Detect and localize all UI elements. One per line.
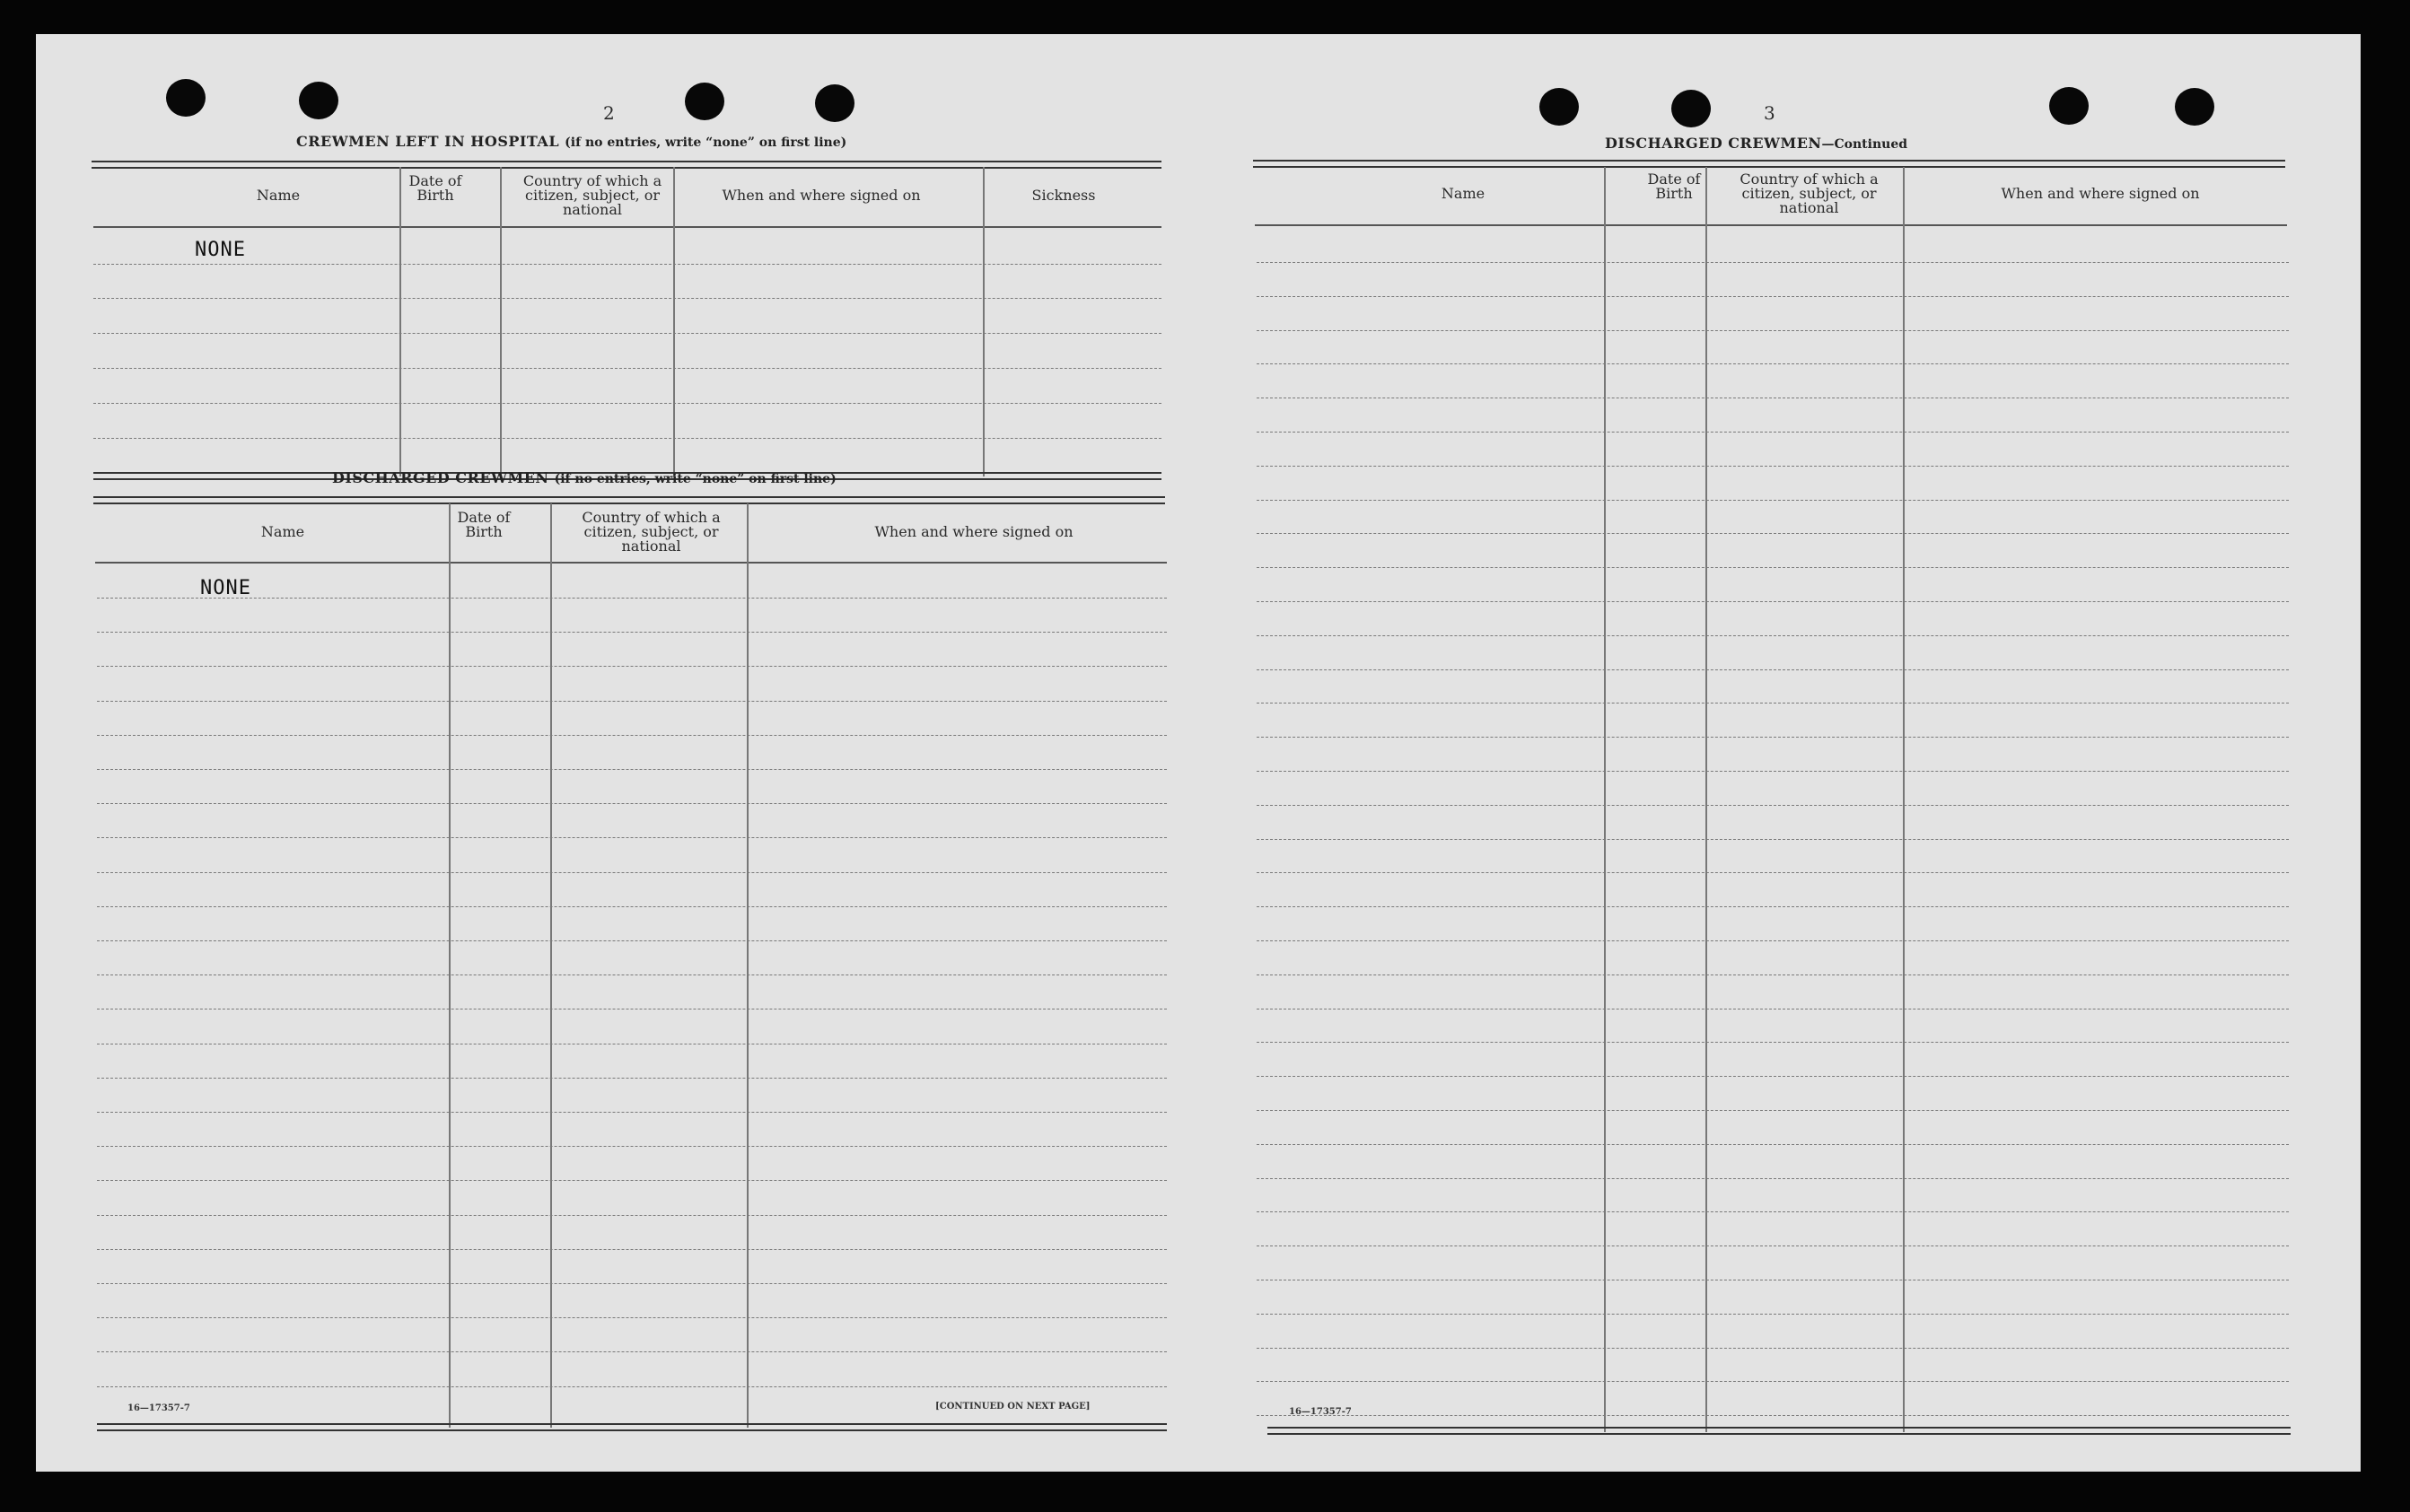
row-rule-line [1257, 1178, 2289, 1179]
hospital-row-line [93, 264, 1161, 265]
row-rule-line [97, 837, 1167, 838]
punch-hole [299, 82, 338, 119]
row-rule-line [1257, 771, 2289, 772]
row-rule-line [1257, 330, 2289, 331]
row-rule-line [97, 769, 1167, 770]
right-section-title: DISCHARGED CREWMEN [1605, 135, 1822, 152]
right-col-country: Country of which a citizen, subject, or national [1740, 170, 1879, 216]
right-table-bottom-rule [1267, 1427, 2291, 1435]
right-table-top-rule [1253, 160, 2285, 168]
discharged-col-divider [449, 503, 451, 1428]
hospital-section-title: CREWMEN LEFT IN HOSPITAL [296, 133, 560, 150]
row-rule-line [97, 735, 1167, 736]
discharged-col-date-of-birth: Date of Birth [457, 509, 511, 540]
punch-hole [815, 84, 854, 122]
row-rule-line [97, 1146, 1167, 1147]
discharged-section-heading [332, 469, 837, 486]
hospital-col-name: Name [256, 187, 301, 204]
row-rule-line [1257, 296, 2289, 297]
right-section-heading [1605, 135, 1907, 152]
row-rule-line [1257, 1348, 2289, 1349]
row-rule-line [1257, 635, 2289, 636]
row-rule-line [97, 906, 1167, 907]
hospital-col-sickness: Sickness [1031, 187, 1096, 204]
punch-hole [166, 79, 206, 117]
left-page-number: 2 [603, 102, 615, 124]
hospital-col-divider [500, 167, 502, 476]
right-col-divider [1903, 167, 1905, 1432]
punch-hole [2049, 87, 2089, 125]
row-rule-line [97, 1112, 1167, 1113]
row-rule-line [97, 632, 1167, 633]
row-rule-line [97, 1249, 1167, 1250]
row-rule-line [97, 872, 1167, 873]
row-rule-line [97, 1215, 1167, 1216]
hospital-header-rule [93, 226, 1161, 228]
row-rule-line [1257, 669, 2289, 670]
punch-hole [1671, 90, 1711, 127]
row-rule-line [1257, 363, 2289, 364]
punch-hole [1539, 88, 1579, 126]
hospital-row-line [93, 368, 1161, 369]
discharged-header-rule [95, 562, 1167, 564]
row-rule-line [1257, 839, 2289, 840]
discharged-entry-none: NONE [200, 577, 251, 599]
hospital-entry-none: NONE [195, 239, 246, 261]
hospital-col-divider [673, 167, 675, 476]
discharged-col-name: Name [260, 523, 305, 540]
hospital-section-heading [296, 133, 846, 150]
punch-hole [2175, 88, 2214, 126]
row-rule-line [1257, 872, 2289, 873]
row-rule-line [1257, 1245, 2289, 1246]
discharged-section-note: (if no entries, write “none” on first line) [554, 472, 837, 486]
row-rule-line [1257, 466, 2289, 467]
punch-hole [685, 83, 724, 120]
discharged-col-divider [747, 503, 749, 1428]
left-form-number: 16—17357-7 [127, 1403, 190, 1413]
discharged-table-bottom-rule [97, 1423, 1167, 1431]
hospital-table-top-rule [92, 161, 1161, 169]
row-rule-line [97, 803, 1167, 804]
row-rule-line [97, 598, 1167, 599]
right-col-divider [1705, 167, 1707, 1432]
row-rule-line [97, 1078, 1167, 1079]
row-rule-line [1257, 1415, 2289, 1416]
hospital-col-divider [983, 167, 985, 476]
row-rule-line [97, 701, 1167, 702]
row-rule-line [1257, 567, 2289, 568]
document-sheet [36, 34, 2361, 1472]
hospital-col-date-of-birth: Date of Birth [408, 172, 462, 204]
row-rule-line [1257, 432, 2289, 433]
discharged-section-title: DISCHARGED CREWMEN [332, 469, 549, 486]
hospital-col-divider [399, 167, 401, 476]
right-col-divider [1604, 167, 1606, 1432]
row-rule-line [97, 1180, 1167, 1181]
row-rule-line [97, 1317, 1167, 1318]
row-rule-line [1257, 906, 2289, 907]
row-rule-line [1257, 1144, 2289, 1145]
row-rule-line [97, 974, 1167, 975]
row-rule-line [1257, 601, 2289, 602]
right-col-name: Name [1441, 185, 1485, 202]
row-rule-line [97, 1283, 1167, 1284]
row-rule-line [1257, 262, 2289, 263]
right-page-number: 3 [1764, 102, 1775, 124]
hospital-row-line [93, 403, 1161, 404]
row-rule-line [1257, 1076, 2289, 1077]
right-form-number: 16—17357-7 [1289, 1407, 1352, 1417]
row-rule-line [1257, 737, 2289, 738]
hospital-row-line [93, 333, 1161, 334]
row-rule-line [1257, 1381, 2289, 1382]
row-rule-line [97, 1351, 1167, 1352]
row-rule-line [1257, 533, 2289, 534]
discharged-col-when-where: When and where signed on [874, 523, 1074, 540]
hospital-row-line [93, 438, 1161, 439]
row-rule-line [1257, 1110, 2289, 1111]
discharged-table-top-rule [93, 496, 1165, 504]
hospital-section-note: (if no entries, write “none” on first line) [565, 135, 847, 150]
row-rule-line [1257, 500, 2289, 501]
row-rule-line [1257, 1211, 2289, 1212]
hospital-col-when-where: When and where signed on [722, 187, 921, 204]
discharged-col-country: Country of which a citizen, subject, or national [582, 509, 721, 555]
row-rule-line [97, 666, 1167, 667]
hospital-row-line [93, 298, 1161, 299]
row-rule-line [97, 940, 1167, 941]
right-section-title-suffix: —Continued [1821, 137, 1908, 152]
row-rule-line [1257, 1314, 2289, 1315]
row-rule-line [1257, 703, 2289, 704]
row-rule-line [97, 1386, 1167, 1387]
row-rule-line [1257, 974, 2289, 975]
row-rule-line [1257, 940, 2289, 941]
right-header-rule [1255, 224, 2287, 226]
discharged-col-divider [550, 503, 552, 1428]
right-col-date-of-birth: Date of Birth [1647, 170, 1701, 202]
hospital-col-country: Country of which a citizen, subject, or national [522, 172, 662, 218]
row-rule-line [1257, 1042, 2289, 1043]
right-col-when-where: When and where signed on [2001, 185, 2200, 202]
continued-note: [CONTINUED ON NEXT PAGE] [935, 1402, 1091, 1411]
row-rule-line [1257, 805, 2289, 806]
